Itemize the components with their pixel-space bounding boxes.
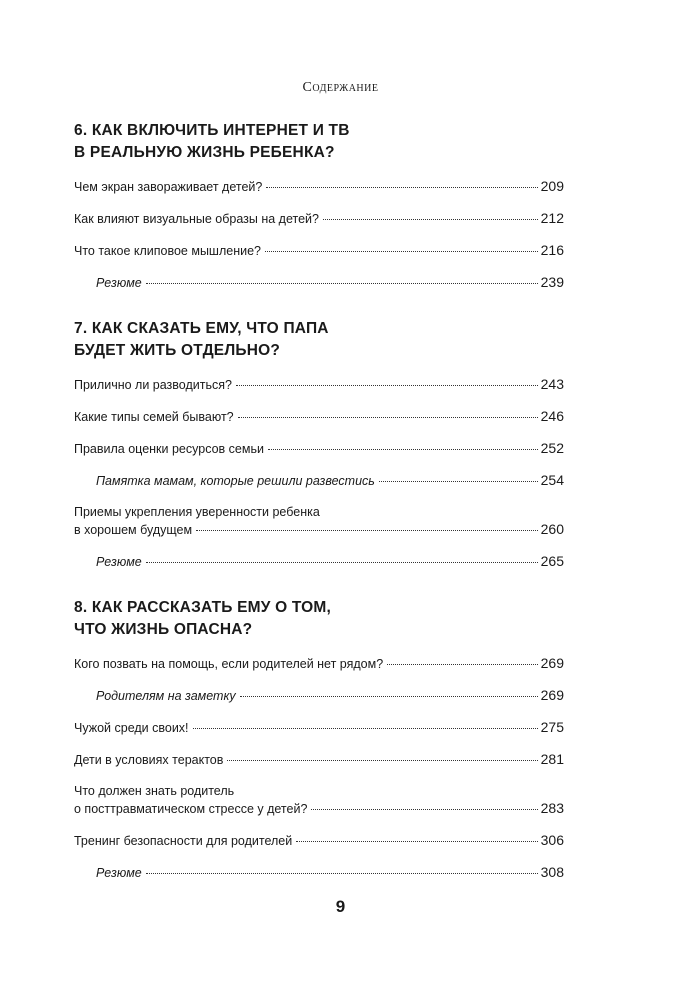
dot-leader [196, 530, 538, 531]
entry-title: о посттравматическом стрессе у детей? [74, 802, 308, 816]
entry-page-number: 265 [540, 553, 564, 569]
toc-entry-summary [74, 864, 564, 882]
entry-title-first-line: Что должен знать родитель [74, 784, 235, 798]
toc-entry [74, 242, 564, 260]
toc-section [74, 120, 564, 292]
dot-leader [240, 696, 538, 697]
toc-entry [74, 751, 564, 769]
toc-entry [74, 783, 564, 818]
entry-title: Как влияют визуальные образы на детей? [74, 212, 319, 226]
entry-title: Тренинг безопасности для родителей [74, 834, 293, 848]
entry-page-number: 209 [540, 178, 564, 194]
toc-entry [74, 719, 564, 737]
entry-page-number: 269 [540, 655, 564, 671]
entry-title: Что такое клиповое мышление? [74, 244, 261, 258]
entry-page-number: 283 [540, 800, 564, 816]
toc-entry [74, 376, 564, 394]
section-title-line: 8. КАК РАССКАЗАТЬ ЕМУ О ТОМ, [74, 599, 332, 616]
entry-page-number: 306 [540, 832, 564, 848]
dot-leader [146, 873, 538, 874]
dot-leader [227, 760, 537, 761]
entry-title: в хорошем будущем [74, 523, 193, 537]
entry-page-number: 275 [540, 719, 564, 735]
entry-title: Чужой среди своих! [74, 721, 189, 735]
dot-leader [296, 841, 537, 842]
entry-page-number: 281 [540, 751, 564, 767]
toc-entry [74, 504, 564, 539]
entry-title: Правила оценки ресурсов семьи [74, 442, 264, 456]
table-of-contents [74, 120, 564, 908]
entry-title: Родителям на заметку [96, 689, 236, 703]
toc-entry-note [74, 687, 564, 705]
dot-leader [265, 251, 538, 252]
section-title [74, 318, 564, 362]
toc-entry [74, 178, 564, 196]
toc-entry [74, 440, 564, 458]
entry-page-number: 269 [540, 687, 564, 703]
section-title-line: БУДЕТ ЖИТЬ ОТДЕЛЬНО? [74, 342, 281, 359]
entry-title: Кого позвать на помощь, если родителей нет рядом? [74, 657, 384, 671]
entry-title: Памятка мамам, которые решили развестись [96, 474, 375, 488]
entry-page-number: 239 [540, 274, 564, 290]
section-title-line: В РЕАЛЬНУЮ ЖИЗНЬ РЕБЕНКА? [74, 144, 335, 161]
entry-page-number: 212 [540, 210, 564, 226]
entry-page-number: 308 [540, 864, 564, 880]
toc-entry-memo [74, 472, 564, 490]
entry-title-first-line: Приемы укрепления уверенности ребенка [74, 505, 320, 519]
section-title-line: ЧТО ЖИЗНЬ ОПАСНА? [74, 621, 253, 638]
entry-title: Резюме [96, 276, 142, 290]
entry-title: Какие типы семей бывают? [74, 410, 234, 424]
entry-title: Резюме [96, 866, 142, 880]
entry-page-number: 252 [540, 440, 564, 456]
running-head: Содержание [302, 80, 379, 95]
toc-entry-summary [74, 274, 564, 292]
toc-entry-summary [74, 553, 564, 571]
section-title [74, 120, 564, 164]
dot-leader [268, 449, 538, 450]
toc-section [74, 318, 564, 571]
toc-entry [74, 655, 564, 673]
dot-leader [387, 664, 537, 665]
section-title-line: 6. КАК ВКЛЮЧИТЬ ИНТЕРНЕТ И ТВ [74, 122, 350, 139]
dot-leader [236, 385, 538, 386]
entry-page-number: 243 [540, 376, 564, 392]
toc-entry [74, 408, 564, 426]
dot-leader [379, 481, 538, 482]
page-number: 9 [335, 897, 346, 916]
dot-leader [146, 562, 538, 563]
dot-leader [238, 417, 538, 418]
entry-title: Дети в условиях терактов [74, 753, 224, 767]
entry-page-number: 260 [540, 521, 564, 537]
entry-title: Резюме [96, 555, 142, 569]
entry-page-number: 216 [540, 242, 564, 258]
section-title [74, 597, 564, 641]
dot-leader [323, 219, 538, 220]
toc-entry [74, 832, 564, 850]
toc-entry [74, 210, 564, 228]
entry-title: Чем экран завораживает детей? [74, 180, 263, 194]
dot-leader [193, 728, 538, 729]
entry-page-number: 254 [540, 472, 564, 488]
toc-section [74, 597, 564, 882]
dot-leader [266, 187, 537, 188]
section-title-line: 7. КАК СКАЗАТЬ ЕМУ, ЧТО ПАПА [74, 320, 329, 337]
dot-leader [146, 283, 538, 284]
dot-leader [311, 809, 537, 810]
entry-page-number: 246 [540, 408, 564, 424]
entry-title: Прилично ли разводиться? [74, 378, 232, 392]
